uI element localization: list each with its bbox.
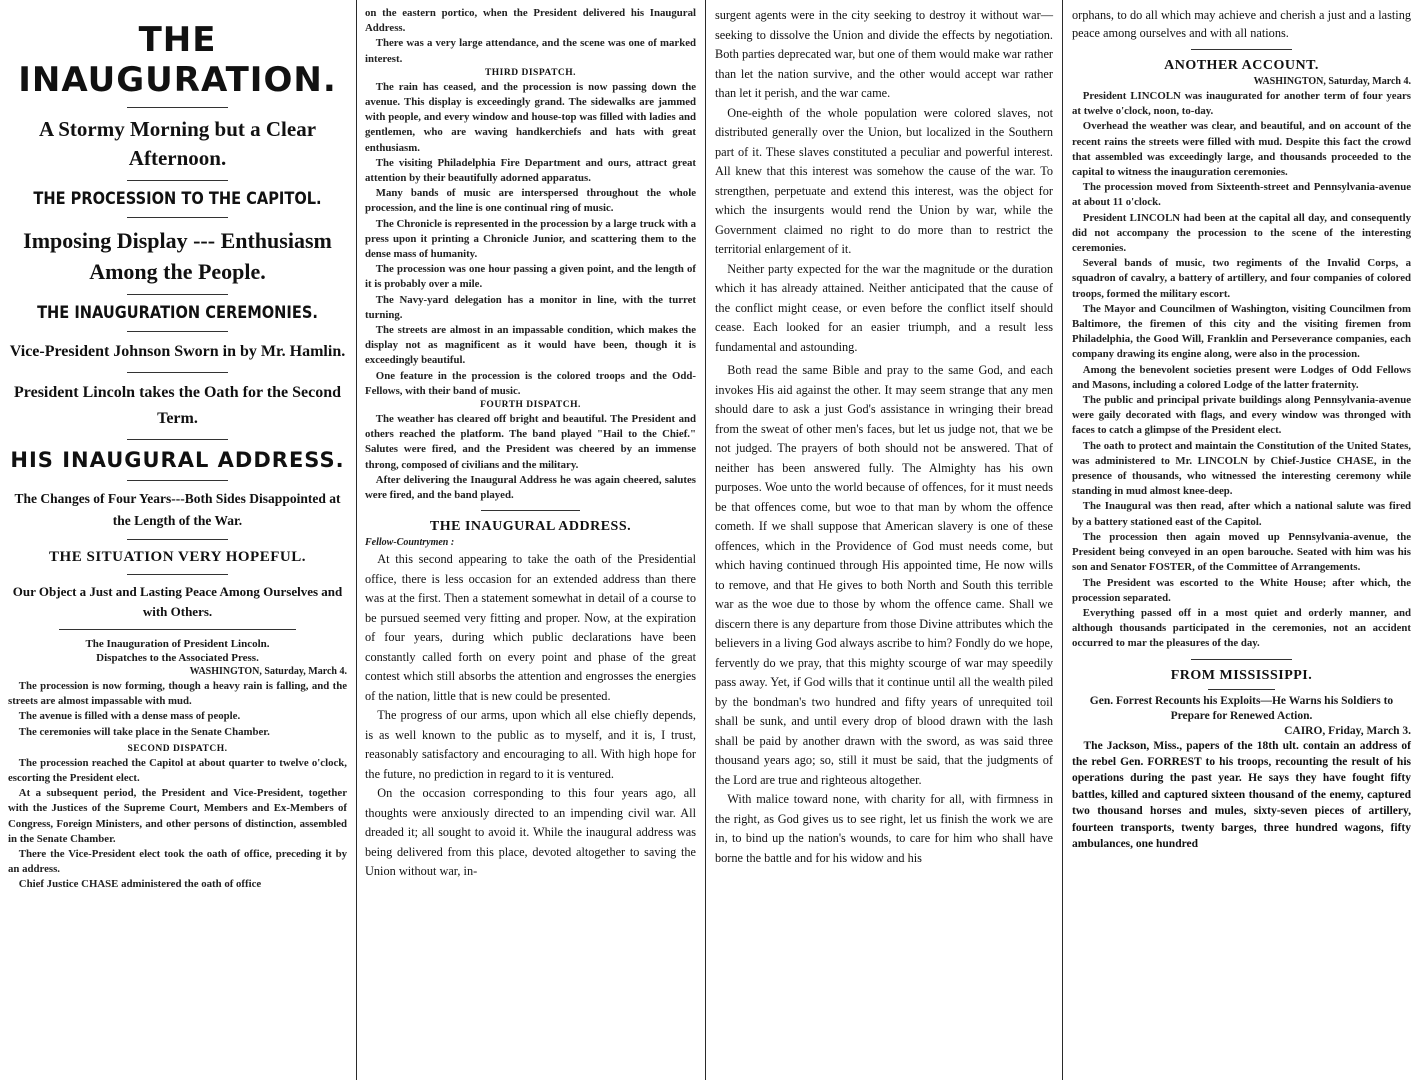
deck-lincoln-oath: President Lincoln takes the Oath for the Second Term.: [14, 384, 341, 427]
column-2: [357, 0, 704, 1080]
paragraph: The rain has ceased, and the procession is now passing down the avenue. This display is exceedingly grand. The sidewalks are jammed with people, and every window and house-top was filled with ladies and gentlemen, who are waving handkerchiefs and hats with great enthusiasm.: [365, 80, 696, 154]
paragraph: The procession reached the Capitol at about quarter to twelve o'clock, escorting the President elect.: [8, 756, 347, 785]
paragraph: Everything passed off in a most quiet and orderly manner, and although thousands participated in the ceremonies, not an accident occurred to mar the pleasures of the day.: [1072, 606, 1411, 650]
column-1: [0, 0, 355, 1080]
divider: [127, 217, 229, 218]
divider: [127, 439, 229, 440]
divider: [1191, 659, 1293, 660]
deck-situation: THE SITUATION VERY HOPEFUL.: [49, 549, 306, 565]
paragraph: The Navy-yard delegation has a monitor in line, with the turret turning.: [365, 293, 696, 321]
column-4: [1064, 0, 1419, 1080]
dateline: WASHINGTON, Saturday, March 4.: [1253, 76, 1411, 87]
divider: [127, 480, 229, 481]
address-paragraph: Both read the same Bible and pray to the same God, and each invokes His aid against the other. It may seem strange that any men should dare to ask a just God's assistance in wringing their bread from the sweat of other men's faces, but let us judge not, that we be not judged. The prayers of both should not be answered. That of neither has been answered fully. The Almighty has his own purposes. Woe unto the world because of offences, for it must needs be that offences come, but woe to that man by whom the offence cometh. If we shall suppose that American slavery is one of these offences, which in the Providence of God must needs come, but which having continued through His appointed time, He now wills to remove, and that He gives to both North and South this terrible war as the woe due to those by whom the offence came. Shall we discern there is any departure from those Divine attributes which the believers in a living God always ascribe to him? Fondly do we hope, fervently do we pray, that this mighty scourge of war may speedily pass away. Yet, if God wills that it continue until all the wealth piled by the bondman's two hundred and fifty years of unrequited toil shall be sunk, and until every drop of blood drawn with the lash shall be paid by another drawn with the sword, as was said three thousand years ago; so, still it must be said, that the judgments of the Lord are true and righteous altogether.: [715, 363, 1053, 787]
column-3: [707, 0, 1061, 1080]
paragraph: One feature in the procession is the colored troops and the Odd-Fellows, with their band of music.: [365, 369, 696, 397]
column-rule: [705, 0, 706, 1080]
deck-our-object: Our Object a Just and Lasting Peace Among Ourselves and with Others.: [12, 584, 343, 619]
divider: [1208, 689, 1276, 690]
divider: [127, 294, 229, 295]
address-paragraph: surgent agents were in the city seeking to destroy it without war—seeking to dissolve the Union and divide the effects by negotiation. Both parties deprecated war, but one of them would make war rather than let the nation survive, and the other would accept war rather than let it perish, and the war came.: [715, 8, 1053, 100]
fourth-dispatch-heading: FOURTH DISPATCH.: [480, 400, 581, 411]
paragraph: on the eastern portico, when the President delivered his Inaugural Address.: [365, 7, 696, 35]
paragraph: At a subsequent period, the President and Vice-President, together with the Justices of the Supreme Court, Members and Ex-Members of Congress, Foreign Ministers, and other persons of distinction, assembled in the Senate Chamber.: [8, 787, 347, 845]
paragraph: Among the benevolent societies present were Lodges of Odd Fellows and Masons, including a colored Lodge of the latter fraternity.: [1072, 363, 1411, 391]
third-dispatch-heading: THIRD DISPATCH.: [484, 67, 577, 78]
deck-stormy-morning: A Stormy Morning but a Clear Afternoon.: [38, 117, 317, 170]
deck-ceremonies: THE INAUGURATION CEREMONIES.: [37, 303, 318, 323]
inaugural-address-heading: THE INAUGURAL ADDRESS.: [429, 519, 632, 535]
mississippi-subhead: Gen. Forrest Recounts his Exploits—He Warns his Soldiers to Prepare for Renewed Action.: [1089, 694, 1394, 722]
paragraph: Overhead the weather was clear, and beautiful, and on account of the recent rains the streets were filled with mud. Despite this fact the crowd that assembled was exceedingly large, and thousands proceeded to the capital to witness the inauguration ceremonies.: [1072, 120, 1411, 179]
dateline: WASHINGTON, Saturday, March 4.: [189, 666, 347, 677]
main-headline: THE INAUGURATION.: [18, 20, 337, 100]
paragraph: The ceremonies will take place in the Senate Chamber.: [18, 725, 270, 738]
from-mississippi-heading: FROM MISSISSIPPI.: [1170, 667, 1313, 683]
salutation: Fellow-Countrymen :: [365, 537, 455, 549]
deck-vice-president: Vice-President Johnson Sworn in by Mr. Hamlin.: [9, 343, 346, 360]
story-subtitle: Dispatches to the Associated Press.: [96, 652, 259, 664]
paragraph: Chief Justice CHASE administered the oath of office: [18, 878, 262, 891]
address-paragraph: orphans, to do all which may achieve and cherish a just and a lasting peace among ourselves and with all nations.: [1072, 8, 1411, 40]
paragraph: President LINCOLN had been at the capital all day, and consequently did not accompany the procession to the scene of the interesting ceremonies.: [1072, 211, 1411, 255]
divider: [127, 372, 229, 373]
paragraph: After delivering the Inaugural Address he was again cheered, salutes were fired, and the band played.: [365, 473, 696, 502]
paragraph: President LINCOLN was inaugurated for another term of four years at twelve o'clock, noon, to-day.: [1072, 90, 1411, 118]
second-dispatch-heading: SECOND DISPATCH.: [127, 743, 228, 754]
deck-procession: THE PROCESSION TO THE CAPITOL.: [33, 189, 322, 209]
divider: [127, 107, 229, 108]
another-account-heading: ANOTHER ACCOUNT.: [1164, 58, 1319, 73]
paragraph: The procession then again moved up Pennsylvania-avenue, the President being conveyed in an open barouche. Seated with him was his son and Senator FOSTER, of the Committee of Arrangements.: [1072, 530, 1411, 574]
divider: [59, 629, 296, 630]
paragraph: The avenue is filled with a dense mass of people.: [18, 710, 241, 723]
paragraph: The streets are almost in an impassable condition, which makes the display not as magnificent as it would have been, though it is exceedingly beautiful.: [365, 324, 696, 367]
paragraph: The procession moved from Sixteenth-street and Pennsylvania-avenue at about 11 o'clock.: [1072, 181, 1411, 209]
paragraph: The Inaugural was then read, after which a national salute was fired by a battery stationed east of the Capitol.: [1072, 500, 1411, 528]
address-paragraph: On the occasion corresponding to this four years ago, all thoughts were anxiously directed to an impending civil war. All dreaded it; all sought to avoid it. While the inaugural address was being delivered from this place, devoted altogether to saving the Union without war, in-: [365, 786, 696, 879]
address-paragraph: With malice toward none, with charity for all, with firmness in the right, as God gives us to see right, let us finish the work we are in, to bind up the nation's wounds, to care for him who shall have borne the battle and for his widow and his: [715, 792, 1053, 865]
paragraph: The weather has cleared off bright and beautiful. The President and others reached the platform. The band played "Hail to the Chief." Salutes were fired, and the President was cheered by an immense throng, composed of civilians and the military.: [365, 413, 696, 471]
address-paragraph: The progress of our arms, upon which all else chiefly depends, is as well known to the public as to myself, and it is, I trust, reasonably satisfactory and encouraging to all. With high hope for the future, no prediction in regard to it is ventured.: [365, 708, 696, 781]
paragraph: The visiting Philadelphia Fire Department and ours, attract great attention by their beautifully adorned apparatus.: [365, 156, 696, 185]
deck-changes: The Changes of Four Years---Both Sides Disappointed at the Length of the War.: [14, 491, 341, 528]
divider: [127, 574, 229, 575]
paragraph: The procession is now forming, though a heavy rain is falling, and the streets are almost impassable with mud.: [8, 680, 347, 708]
paragraph: The procession was one hour passing a given point, and the length of it is probably over a mile.: [365, 263, 696, 291]
paragraph: The President was escorted to the White House; after which, the procession separated.: [1072, 576, 1411, 604]
divider: [127, 539, 229, 540]
column-rule: [1062, 0, 1063, 1080]
paragraph: The oath to protect and maintain the Constitution of the United States, was administered to Mr. LINCOLN by Chief-Justice CHASE, in the presence of thousands, who witnessed the interesting ceremony while standing in mud almost knee-deep.: [1072, 439, 1411, 498]
deck-inaugural-address: HIS INAUGURAL ADDRESS.: [10, 448, 345, 472]
paragraph: Many bands of music are interspersed throughout the whole procession, and the line is one continual ring of music.: [365, 187, 696, 215]
paragraph: The public and principal private buildings along Pennsylvania-avenue were gaily decorated with flags, and every window was thronged with faces to catch a glimpse of the President elect.: [1072, 394, 1411, 437]
divider: [481, 510, 580, 511]
divider: [127, 180, 229, 181]
dateline: CAIRO, Friday, March 3.: [1284, 724, 1411, 737]
paragraph: The Chronicle is represented in the procession by a large truck with a press upon it printing a Chronicle Junior, and scattering them to the dense mass of humanity.: [365, 217, 696, 261]
deck-imposing-display: Imposing Display --- Enthusiasm Among the People.: [23, 228, 332, 284]
divider: [127, 331, 229, 332]
paragraph: There was a very large attendance, and the scene was one of marked interest.: [365, 37, 696, 65]
story-title: The Inauguration of President Lincoln.: [85, 638, 270, 650]
paragraph: There the Vice-President elect took the oath of office, preceding it by an address.: [8, 848, 347, 876]
address-paragraph: One-eighth of the whole population were colored slaves, not distributed generally over the Union, but localized in the Southern part of it. These slaves constituted a peculiar and powerful interest. All knew that this interest was somehow the cause of the war. To strengthen, perpetuate and extend this interest, was the object for which the insurgents would rend the Union by war, while the Government claimed no right to do more than to restrict the territorial enlargement of it.: [715, 105, 1053, 256]
divider: [1191, 49, 1293, 50]
paragraph: The Jackson, Miss., papers of the 18th ult. contain an address of the rebel Gen. FORREST to his troops, recounting the result of his operations during the past year. He says they have fought fifty battles, killed and captured sixteen thousand of the enemy, captured two thousand horses and mules, sixty-seven pieces of artillery, fourteen transports, twenty barges, three hundred wagons, fifty ambulances, one hundred: [1072, 739, 1411, 850]
address-paragraph: At this second appearing to take the oath of the Presidential office, there is less occasion for an extended address than there was at the first. Then a statement somewhat in detail of a course to be pursued seemed very fitting and proper. Now, at the expiration of four years, during which public declarations have been constantly called forth on every point and phase of the great contest which still absorbs the attention and engrosses the energies of the nation, little that is new could be presented.: [365, 552, 696, 703]
paragraph: The Mayor and Councilmen of Washington, visiting Councilmen from Baltimore, the firemen of this city and the visiting firemen from Philadelphia, the Good Will, Franklin and Perseverance companies, each company drawing its engine along, were also in the procession.: [1072, 302, 1411, 361]
paragraph: Several bands of music, two regiments of the Invalid Corps, a squadron of cavalry, a battery of artillery, and four companies of colored troops, formed the military escort.: [1072, 257, 1411, 300]
address-paragraph: Neither party expected for the war the magnitude or the duration which it has already attained. Neither anticipated that the cause of the conflict might cease, or even before the conflict itself should cease. Each looked for an easier triumph, and a result less fundamental and astounding.: [715, 261, 1053, 354]
